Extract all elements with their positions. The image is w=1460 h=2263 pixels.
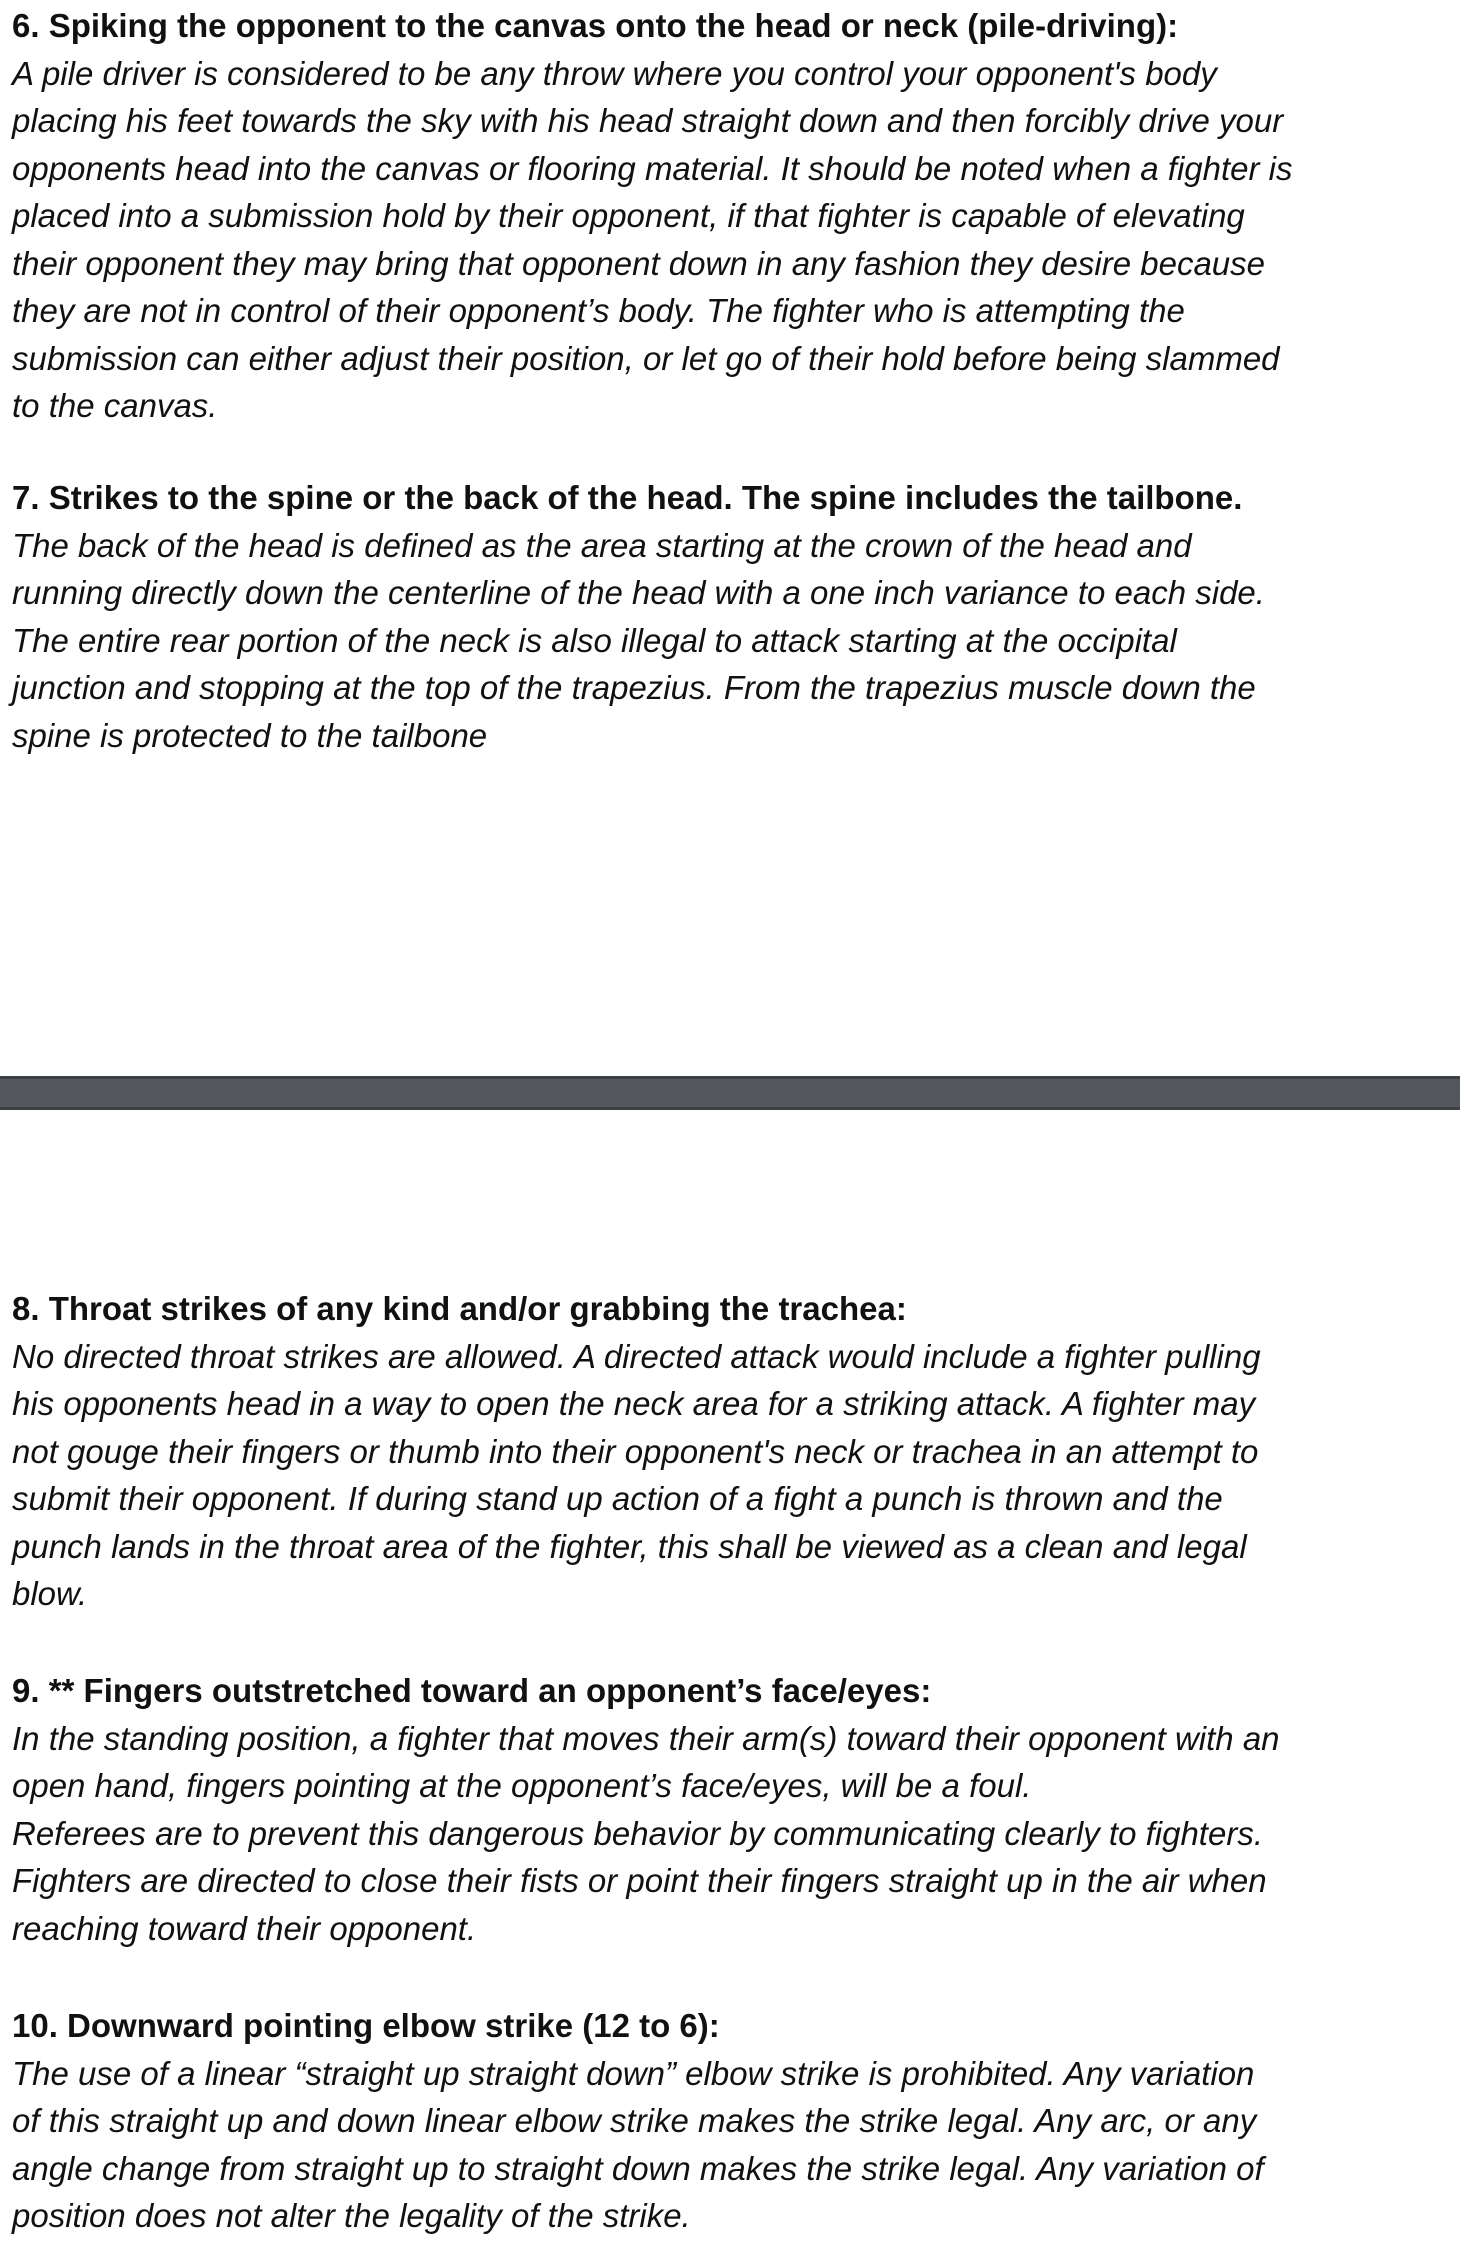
body-line: placing his feet towards the sky with his head straight down and then forcibly drive your [12,102,1284,139]
body-line: placed into a submission hold by their opponent, if that fighter is capable of elevating [12,197,1245,234]
body-line: submission can either adjust their position, or let go of their hold before being slammed [12,339,1280,377]
body-line: opponents head into the canvas or flooring material. It should be noted when a fighter is [12,149,1293,187]
section-heading: 7. Strikes to the spine or the back of the head. The spine includes the tailbone. [12,479,1243,516]
section-10-downward-elbow [12,2002,1452,2240]
body-line: junction and stopping at the top of the trapezius. From the trapezius muscle down the [12,669,1256,706]
body-line: Referees are to prevent this dangerous behavior by communicating clearly to fighters. [12,1814,1263,1852]
section-6-pile-driving [12,2,1452,430]
body-line: position does not alter the legality of the strike. [12,2197,691,2234]
section-body [12,50,1452,430]
body-line: In the standing position, a fighter that moves their arm(s) toward their opponent with an [12,1719,1280,1757]
section-body [12,1715,1452,1953]
body-line: submit their opponent. If during stand up action of a fight a punch is thrown and the [12,1480,1223,1517]
body-line: Fighters are directed to close their fists or point their fingers straight up in the air when [12,1862,1267,1899]
body-line: No directed throat strikes are allowed. A directed attack would include a fighter pulling [12,1337,1261,1375]
body-line: A pile driver is considered to be any throw where you control your opponent's body [12,54,1217,92]
section-8-throat-strikes [12,1285,1452,1618]
body-line: angle change from straight up to straight down makes the strike legal. Any variation of [12,2149,1264,2187]
body-line: their opponent they may bring that opponent down in any fashion they desire because [12,244,1266,282]
body-line: spine is protected to the tailbone [12,716,488,754]
body-line: blow. [12,1575,88,1612]
body-line: The entire rear portion of the neck is also illegal to attack starting at the occipital [12,621,1177,659]
section-heading: 8. Throat strikes of any kind and/or grabbing the trachea: [12,1290,907,1327]
section-body [12,2050,1452,2240]
section-heading: 10. Downward pointing elbow strike (12 to 6): [12,2007,720,2044]
body-line: his opponents head in a way to open the neck area for a striking attack. A fighter may [12,1385,1256,1422]
section-body [12,522,1452,760]
body-line: open hand, fingers pointing at the opponent’s face/eyes, will be a foul. [12,1767,1032,1804]
page-break-divider [0,1076,1460,1110]
section-7-spine-strikes [12,474,1452,759]
body-line: they are not in control of their opponent’s body. The fighter who is attempting the [12,292,1185,329]
document-page-top [0,0,1460,1076]
body-line: not gouge their fingers or thumb into their opponent's neck or trachea in an attempt to [12,1432,1259,1470]
section-9-fingers-outstretched [12,1667,1452,1952]
body-line: punch lands in the throat area of the fighter, this shall be viewed as a clean and legal [12,1527,1247,1565]
body-line: running directly down the centerline of the head with a one inch variance to each side. [12,574,1265,611]
section-heading: 6. Spiking the opponent to the canvas onto the head or neck (pile-driving): [12,7,1179,44]
body-line: reaching toward their opponent. [12,1909,477,1947]
body-line: of this straight up and down linear elbow strike makes the strike legal. Any arc, or any [12,2102,1257,2139]
body-line: to the canvas. [12,387,218,424]
section-heading: 9. ** Fingers outstretched toward an opponent’s face/eyes: [12,1672,932,1709]
document-page-bottom [0,1110,1460,2263]
body-line: The back of the head is defined as the area starting at the crown of the head and [12,526,1192,564]
body-line: The use of a linear “straight up straight down” elbow strike is prohibited. Any variation [12,2054,1255,2092]
section-body [12,1333,1452,1618]
